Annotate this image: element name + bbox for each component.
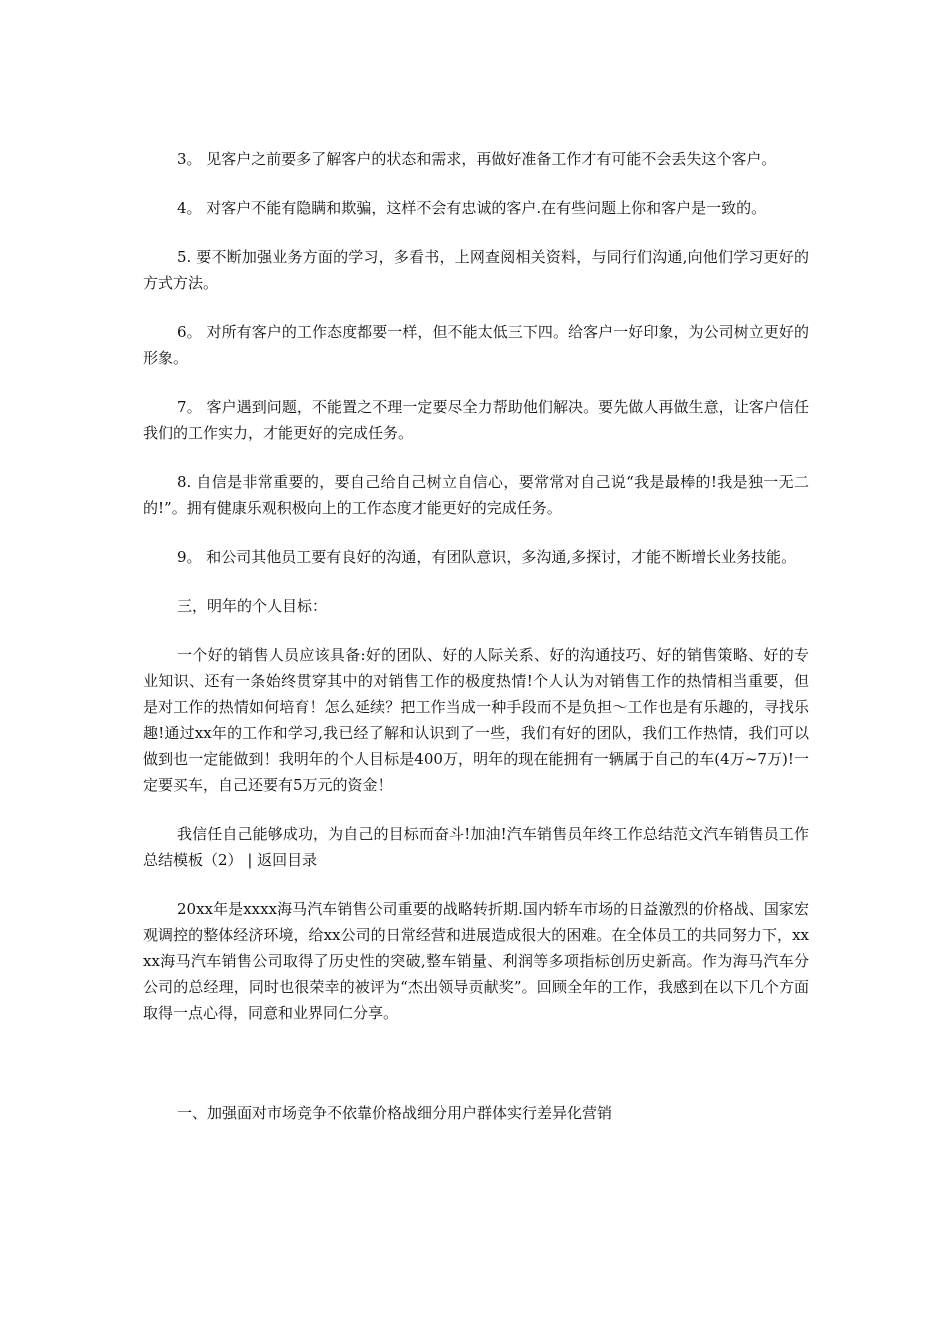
section-heading-differentiated-marketing: 一、加强面对市场竞争不依靠价格战细分用户群体实行差异化营销 — [177, 1104, 613, 1122]
paragraph-item-4: 4。 对客户不能有隐瞒和欺骗，这样不会有忠诚的客户.在有些问题上你和客户是一致的。 — [177, 199, 767, 217]
paragraph-goals-body: 一个好的销售人员应该具备:好的团队、好的人际关系、好的沟通技巧、好的销售策略、好的专业知识、还有一条始终贯穿其中的对销售工作的极度热情!个人认为对销售工作的热情相当重要，但是对工作的热情如何培育！怎么延续？把工作当成一种手段而不是负担～工作也是有乐趣的，寻找乐趣!通过xx年的工作和学习,我已经了解和认识到了一些，我们有好的团队，我们工作热情，我们可以做到也一定能做到！我明年的个人目标是400万，明年的现在能拥有一辆属于自己的车(4万~7万)!一定要买车，自己还要有5万元的资金！ — [143, 646, 809, 794]
paragraph-item-9: 9。 和公司其他员工要有良好的沟通，有团队意识，多沟通,多探讨，才能不断增长业务技能。 — [177, 548, 797, 566]
paragraph-item-7: 7。 客户遇到问题，不能置之不理一定要尽全力帮助他们解决。要先做人再做生意，让客户信任我们的工作实力，才能更好的完成任务。 — [143, 398, 809, 442]
section-heading-personal-goals: 三，明年的个人目标： — [177, 597, 328, 615]
return-to-toc-link[interactable]: 返回目录 — [252, 851, 318, 869]
document-body — [143, 146, 809, 1149]
paragraph-item-8: 8. 自信是非常重要的，要自己给自己树立自信心，要常常对自己说“我是最棒的!我是独一无二的!”。拥有健康乐观积极向上的工作态度才能更好的完成任务。 — [143, 473, 809, 517]
paragraph-item-5: 5. 要不断加强业务方面的学习，多看书，上网查阅相关资料，与同行们沟通,向他们学习更好的方式方法。 — [143, 248, 809, 292]
separator: | — [247, 851, 253, 869]
paragraph-company-intro: 20xx年是xxxx海马汽车销售公司重要的战略转折期.国内轿车市场的日益激烈的价格战、国家宏观调控的整体经济环境，给xx公司的日常经营和进展造成很大的困难。在全体员工的共同努力下，xxxx海马汽车销售公司取得了历史性的突破,整车销量、利润等多项指标创历史新高。作为海马汽车分公司的总经理，同时也很荣幸的被评为“杰出领导贡献奖”。回顾全年的工作，我感到在以下几个方面取得一点心得，同意和业界同仁分享。 — [143, 900, 809, 1022]
paragraph-item-3: 3。 见客户之前要多了解客户的状态和需求，再做好准备工作才有可能不会丢失这个客户。 — [177, 150, 777, 168]
paragraph-item-6: 6。 对所有客户的工作态度都要一样，但不能太低三下四。给客户一好印象，为公司树立更好的形象。 — [143, 323, 809, 367]
closing-text: 我信任自己能够成功，为自己的目标而奋斗!加油!汽车销售员年终工作总结范文汽车销售员工作总结模板（2） — [143, 825, 809, 869]
paragraph-closing — [143, 821, 809, 873]
